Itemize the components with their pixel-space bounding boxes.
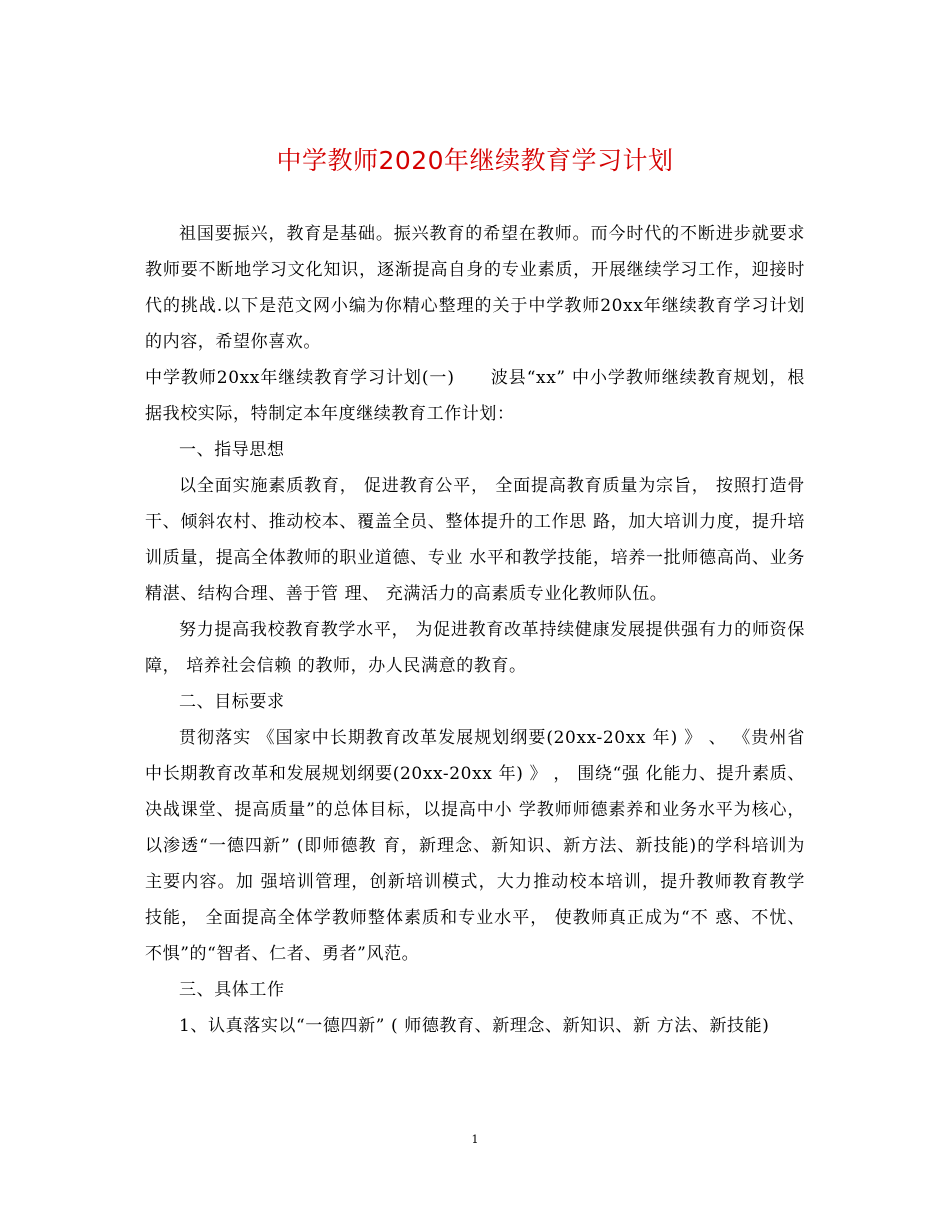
section-heading-goals: 二、目标要求 (179, 692, 285, 712)
paragraph-guiding-ideology: 以全面实施素质教育， 促进教育公平， 全面提高教育质量为宗旨， 按照打造骨干、倾斜农村、推动校本、覆盖全员、整体提升的工作思 路，加大培训力度，提升培训质量，提高全体教师的职业道德、专业 水平和教学技能，培养一批师德高尚、业务精湛、结构合理、善于管 理、 充满活力的高素质专业化教师队伍。 (145, 476, 805, 604)
page-number: 1 (471, 1133, 479, 1146)
section-heading-guiding-ideology: 一、指导思想 (179, 440, 285, 460)
paragraph-teaching-level: 努力提高我校教育教学水平， 为促进教育改革持续健康发展提供强有力的师资保障， 培养社会信赖 的教师，办人民满意的教育。 (145, 620, 805, 676)
paragraph-intro: 祖国要振兴，教育是基础。振兴教育的希望在教师。而今时代的不断进步就要求教师要不断地学习文化知识，逐渐提高自身的专业素质，开展继续学习工作，迎接时代的挑战.以下是范文网小编为你精心整理的关于中学教师20xx年继续教育学习计划的内容，希望你喜欢。 (145, 224, 805, 352)
document-body (145, 216, 805, 1044)
section-heading-specific-work: 三、具体工作 (179, 980, 285, 1000)
document-title: 中学教师2020年继续教育学习计划 (276, 146, 674, 175)
paragraph-specific-work-1: 1、认真落实以“一德四新” ( 师德教育、新理念、新知识、新 方法、新技能) (179, 1016, 770, 1036)
paragraph-plan-heading: 中学教师20xx年继续教育学习计划(一) 波县“xx” 中小学教师继续教育规划，根据我校实际，特制定本年度继续教育工作计划： (145, 368, 805, 424)
paragraph-goals: 贯彻落实 《国家中长期教育改革发展规划纲要(20xx-20xx 年) 》 、 《贵州省中长期教育改革和发展规划纲要(20xx-20xx 年) 》 ， 围绕“强 化能力、提升素质、决战课堂、提高质量”的总体目标，以提高中小 学教师师德素养和业务水平为核心，以渗透“一德四新” (即师德教 育，新理念、新知识、新方法、新技能)的学科培训为主要内容。加 强培训管理，创新培训模式，大力推动校本培训，提升教师教育教学 技能， 全面提高全体学教师整体素质和专业水平， 使教师真正成为“不 惑、不忧、不惧”的“智者、仁者、勇者”风范。 (145, 728, 805, 964)
